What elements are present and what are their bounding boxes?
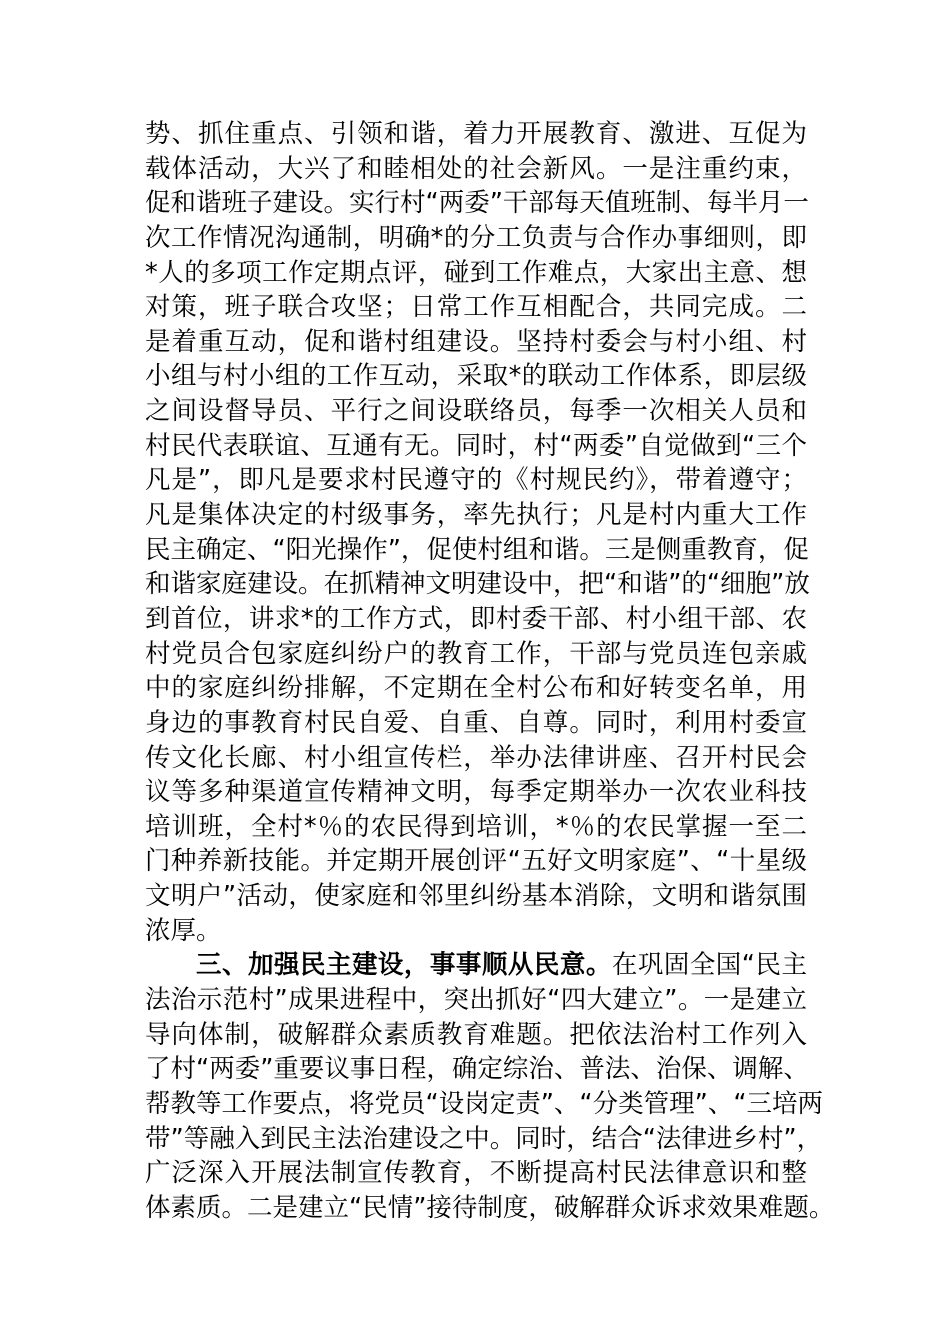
text-line: 是着重互动，促和谐村组建设。坚持村委会与村小组、村 [145,326,807,357]
text-line: 培训班，全村*％的农民得到培训，*％的农民掌握一至二 [145,811,807,842]
paragraph-democracy [145,948,835,1225]
section-heading: 三、加强民主建设，事事顺从民意。 [196,950,612,981]
text-line: 之间设督导员、平行之间设联络员，每季一次相关人员和 [145,396,807,427]
text-line: 次工作情况沟通制，明确*的分工负责与合作办事细则，即 [145,222,807,253]
text-line: 村党员合包家庭纠纷户的教育工作，干部与党员连包亲戚 [145,638,807,669]
text-line: 议等多种渠道宣传精神文明，每季定期举办一次农业科技 [145,777,807,808]
text-line: 帮教等工作要点，将党员“设岗定责”、“分类管理”、“三培两 [145,1088,824,1119]
text-line: 了村“两委”重要议事日程，确定综治、普法、治保、调解、 [145,1054,809,1085]
text-line: 中的家庭纠纷排解，不定期在全村公布和好转变名单，用 [145,673,807,704]
text-line: 小组与村小组的工作互动，采取*的联动工作体系，即层级 [145,361,807,392]
text-line: 到首位，讲求*的工作方式，即村委干部、村小组干部、农 [145,603,807,634]
text-line: 广泛深入开展法制宣传教育，不断提高村民法律意识和整 [145,1158,807,1189]
text-line: 浓厚。 [145,915,222,946]
text-line: 促和谐班子建设。实行村“两委”干部每天值班制、每半月一 [145,188,809,219]
text-line: 凡是集体决定的村级事务，率先执行；凡是村内重大工作 [145,500,807,531]
text-line: 门种养新技能。并定期开展创评“五好文明家庭”、“十星级 [145,846,807,877]
text-line: 载体活动，大兴了和睦相处的社会新风。一是注重约束， [145,153,807,184]
text-line: 体素质。二是建立“民情”接待制度，破解群众诉求效果难题。 [145,1192,835,1223]
text-line: 村民代表联谊、互通有无。同时，村“两委”自觉做到“三个 [145,430,807,461]
section-heading-line [145,948,807,983]
text-line: *人的多项工作定期点评，碰到工作难点，大家出主意、想 [145,257,807,288]
text-line: 法治示范村”成果进程中，突出抓好“四大建立”。一是建立 [145,985,807,1016]
text-line: 导向体制，破解群众素质教育难题。把依法治村工作列入 [145,1019,807,1050]
text-line: 文明户”活动，使家庭和邻里纠纷基本消除，文明和谐氛围 [145,881,807,912]
text-line: 在巩固全国“民主 [611,950,807,981]
text-line: 对策，班子联合攻坚；日常工作互相配合，共同完成。二 [145,292,807,323]
document-page [145,117,835,1226]
text-line: 带”等融入到民主法治建设之中。同时，结合“法律进乡村”， [145,1123,823,1154]
text-line: 和谐家庭建设。在抓精神文明建设中，把“和谐”的“细胞”放 [145,569,810,600]
text-line: 传文化长廊、村小组宣传栏，举办法律讲座、召开村民会 [145,742,807,773]
text-line: 势、抓住重点、引领和谐，着力开展教育、激进、互促为 [145,119,807,149]
text-line: 身边的事教育村民自爱、自重、自尊。同时，利用村委宣 [145,707,807,738]
text-line: 凡是”，即凡是要求村民遵守的《村规民约》，带着遵守； [145,465,807,496]
paragraph-harmony [145,117,810,948]
text-line: 民主确定、“阳光操作”，促使村组和谐。三是侧重教育，促 [145,534,809,565]
